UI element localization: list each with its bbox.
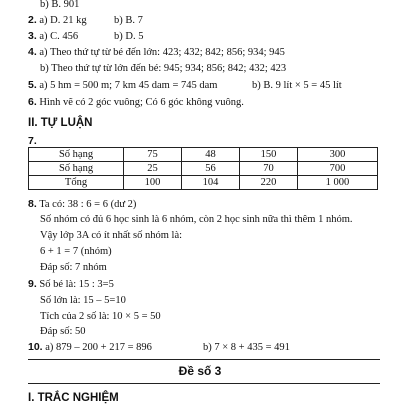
divider-top	[28, 359, 380, 360]
table-cell: 25	[124, 162, 182, 176]
answer-8-text: Ta có: 38 : 6 = 6 (dư 2)	[39, 199, 137, 210]
answer-4a: a) Theo thứ tự từ bé đến lớn: 423; 432; 842; 856; 934; 945	[39, 47, 285, 58]
answer-9-line4: Đáp số: 50	[40, 326, 86, 337]
table-cell: 700	[297, 162, 377, 176]
answer-6: Hình vẽ có 2 góc vuông; Có 6 góc không vuông.	[39, 97, 244, 108]
answer-8-line5: Đáp số: 7 nhóm	[40, 262, 107, 273]
answer-8-line4: 6 + 1 = 7 (nhóm)	[40, 246, 112, 257]
section-title-trac-nghiem: I. TRẮC NGHIỆM	[28, 392, 119, 404]
section-title-tu-luan: II. TỰ LUẬN	[28, 117, 93, 129]
answer-5b: b) B. 9 lít × 5 = 45 lít	[252, 80, 342, 91]
answer-4a-line	[28, 46, 285, 59]
table-cell: 300	[297, 148, 377, 162]
table-cell: 56	[181, 162, 239, 176]
answer-4b: b) Theo thứ tự từ lớn đến bé: 945; 934; 856; 842; 432; 423	[40, 63, 287, 74]
table-cell: 1 000	[297, 176, 377, 190]
answer-2a: a) D. 21 kg	[39, 15, 87, 26]
answer-8-line2: Số nhóm có đủ 6 học sinh là 6 nhóm, còn 2 học sinh nữa thì thêm 1 nhóm.	[40, 214, 353, 225]
table-cell: 75	[124, 148, 182, 162]
answer-10a: a) 879 – 200 + 217 = 896	[45, 342, 152, 353]
answer-9-line1	[28, 278, 114, 291]
sum-table	[28, 147, 378, 190]
answer-2	[28, 14, 87, 27]
question-number: 10.	[28, 341, 43, 353]
question-number: 9.	[28, 278, 37, 290]
answer-1b: b) B. 901	[40, 0, 80, 10]
table-row	[29, 148, 378, 162]
question-number: 2.	[28, 14, 37, 26]
table-cell: 104	[181, 176, 239, 190]
answer-3	[28, 30, 78, 43]
question-number: 8.	[28, 198, 37, 210]
row-label: Số hạng	[29, 148, 124, 162]
answer-6-line	[28, 96, 244, 109]
answer-5a-line	[28, 79, 217, 92]
question-number: 4.	[28, 46, 37, 58]
question-number: 5.	[28, 79, 37, 91]
table-cell: 150	[239, 148, 297, 162]
answer-5a: a) 5 hm = 500 m; 7 km 45 dam = 745 dam	[39, 80, 218, 91]
row-label: Số hạng	[29, 162, 124, 176]
table-cell: 70	[239, 162, 297, 176]
exam-title: Đề số 3	[178, 364, 222, 378]
row-label: Tổng	[29, 176, 124, 190]
answer-10-line	[28, 341, 152, 354]
answer-9-line2: Số lớn là: 15 – 5=10	[40, 295, 126, 306]
table-cell: 100	[124, 176, 182, 190]
answer-3a: a) C. 456	[39, 31, 79, 42]
answer-2b: b) B. 7	[114, 15, 143, 26]
table-row	[29, 176, 378, 190]
divider-bottom	[28, 383, 380, 384]
answer-8-line1	[28, 198, 136, 211]
question-number: 7.	[28, 135, 37, 147]
question-number: 3.	[28, 30, 37, 42]
answer-10b: b) 7 × 8 + 435 = 491	[203, 342, 290, 353]
answer-8-line3: Vậy lớp 3A có ít nhất số nhóm là:	[40, 230, 183, 241]
table-cell: 48	[181, 148, 239, 162]
answer-9-text: Số bé là: 15 : 3=5	[39, 279, 114, 290]
answer-9-line3: Tích của 2 số là: 10 × 5 = 50	[40, 311, 161, 322]
table-cell: 220	[239, 176, 297, 190]
table-row	[29, 162, 378, 176]
answer-3b: b) D. 5	[114, 31, 144, 42]
question-number: 6.	[28, 96, 37, 108]
